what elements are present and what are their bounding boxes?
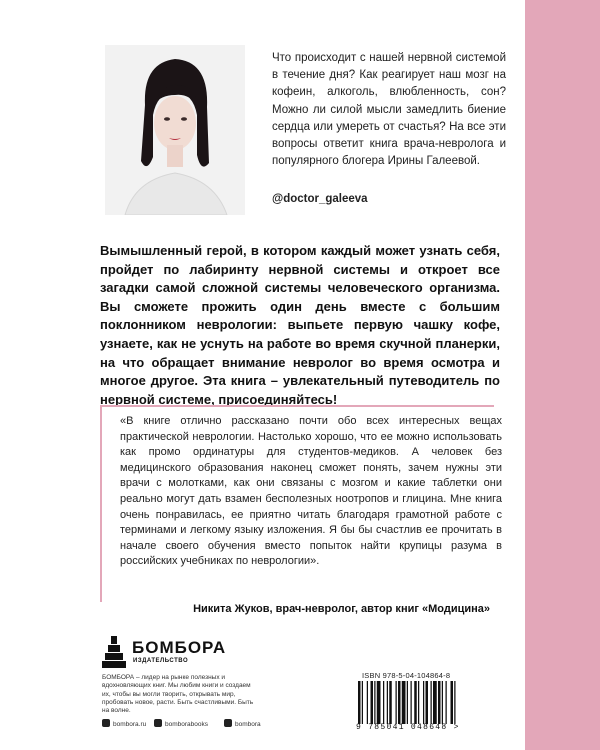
publisher-description: БОМБОРА – лидер на рынке полезных и вдохновляющих книг. Мы любим книги и создаем их, чтобы вы могли творить, открывать мир, пробовать новое, расти. Быть счастливыми. Быть на волне. — [102, 674, 254, 715]
author-handle: @doctor_galeeva — [272, 193, 368, 205]
publisher-subtitle: ИЗДАТЕЛЬСТВО — [133, 658, 189, 664]
barcode-image — [356, 681, 501, 724]
quote-author: Никита Жуков, врач-невролог, автор книг «Модицина» — [193, 603, 490, 615]
review-quote: «В книге отлично рассказано почти обо всех интересных вещах практической неврологии. Настолько хорошо, что ее можно использовать как промо ординатуры для студентов-медиков. А человек без медицинского образования наконец сможет понять, зачем нужны эти врачи с молотками, как они связаны с мозгом и какие таблетки они реально могут дать взамен бесполезных ноотропов и глицина. Мне книга очень понравилась, ее приятно читать благодаря грамотной работе с терминами и легкому языку изложения. Я бы бы счастлив ее прочитать в начале своего обучения вместо попыток найти крупицы разума в российских учебниках по неврологии». — [120, 415, 502, 568]
social-site[interactable] — [102, 719, 146, 729]
publisher-name: БОМБОРА — [132, 638, 227, 657]
social-vk[interactable] — [154, 719, 208, 729]
social-site-label: bombora.ru — [113, 721, 147, 728]
publisher-logo — [102, 636, 252, 670]
social-instagram-label: bombora — [235, 721, 261, 728]
instagram-icon — [224, 719, 232, 727]
intro-paragraph: Что происходит с нашей нервной системой в течение дня? Как реагирует наш мозг на кофеин, алкоголь, влюбленность, сон? Можно ли силой мысли замедлить биение сердца или умереть от счастья? На все эти вопросы ответит книга врача-невролога и популярного блогера Ирины Галеевой. — [272, 52, 506, 168]
author-photo — [105, 45, 245, 215]
barcode-digits: 9 785041 048648 > — [356, 723, 460, 732]
pink-spine-strip — [525, 0, 600, 750]
isbn-text: ISBN 978-5-04-104864-8 — [362, 671, 451, 680]
book-blurb: Вымышленный герой, в котором каждый может узнать себя, пройдет по лабиринту нервной системы и откроет все загадки самой сложной системы человеческого организма. Вы сможете прожить один день вместе с большим поклонником неврологии: выпьете первую чашку кофе, узнаете, как не уснуть на работе во время скучной планерки, на что обращает внимание невролог во время осмотра и многое другое. Эта книга – увлекательный путеводитель по нервной системе, присоединяйтесь! — [100, 243, 500, 407]
vk-icon — [154, 719, 162, 727]
globe-icon — [102, 719, 110, 727]
social-instagram[interactable] — [224, 719, 261, 729]
social-vk-label: bomborabooks — [165, 721, 208, 728]
bombora-mark-icon — [102, 636, 126, 668]
author-portrait-image — [105, 45, 245, 215]
